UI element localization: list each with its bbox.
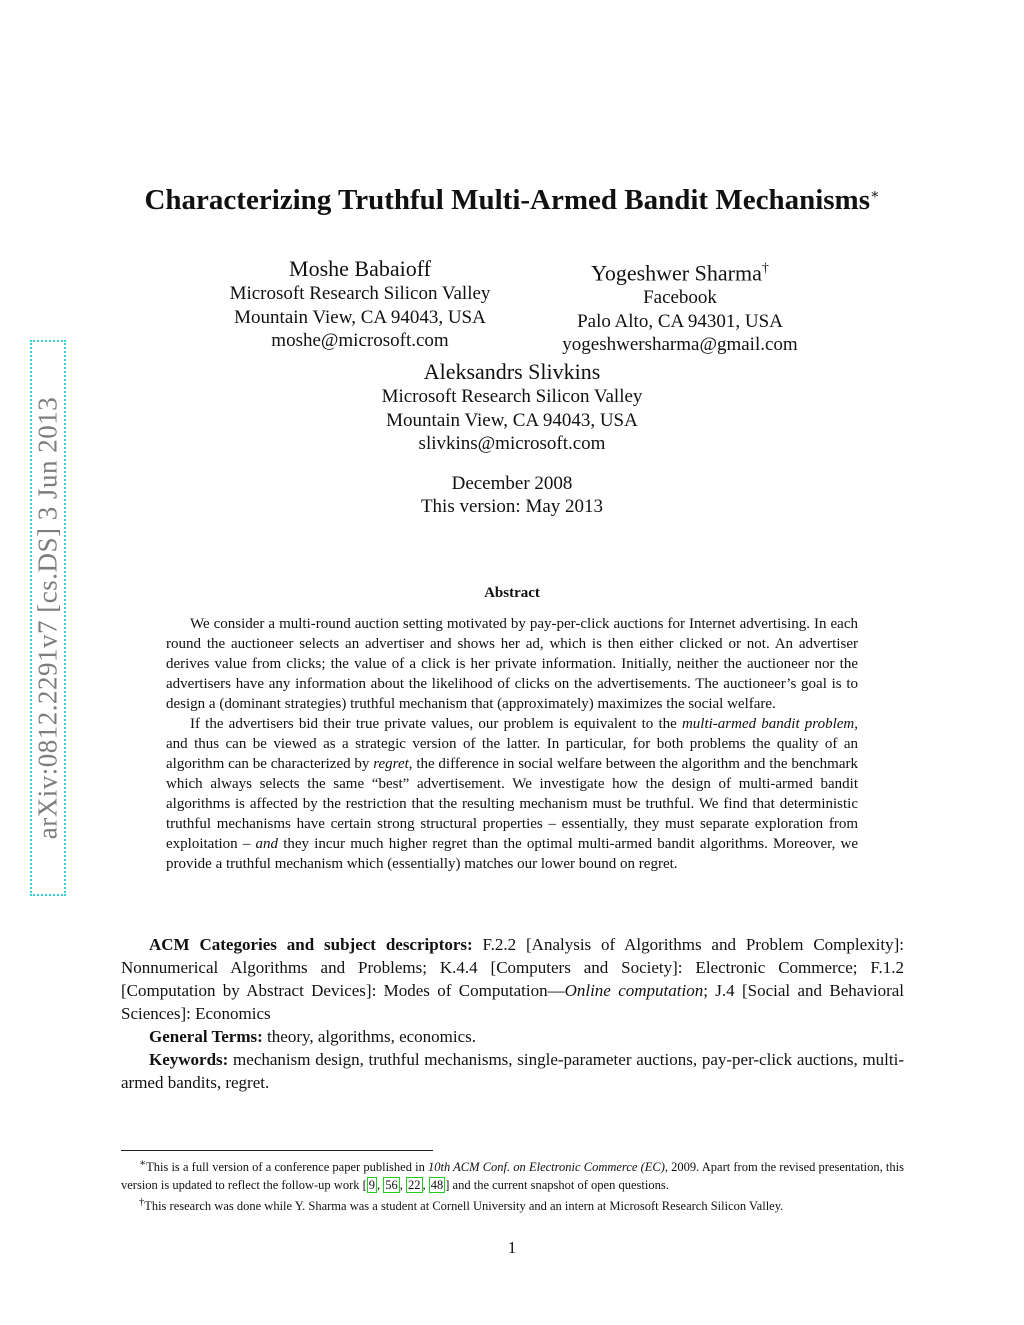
author-address: Mountain View, CA 94043, USA [234,306,486,328]
footnote-emphasis: 10th ACM Conf. on Electronic Commerce (EC) [428,1160,665,1175]
author-affiliation: Facebook [643,287,717,309]
author-address: Mountain View, CA 94043, USA [386,409,638,431]
footnote-text: , 2009. Apart from the revised presentation, this version is updated to reflect the follow-up work [ [121,1160,904,1193]
abstract-text: , and thus can be viewed as a strategic version of the latter. In particular, for both problems the quality of an algorithm can be characterized by [166,716,858,772]
paper-version: This version: May 2013 [420,496,604,517]
footnote-text: ] and the current snapshot of open questions. [445,1178,669,1193]
abstract-text: they incur much higher regret than the optimal multi-armed bandit algorithms. Moreover, we provide a truthful mechanism which (essentially) matches our lower bound on regret. [166,836,858,872]
arxiv-stamp-text: arXiv:0812.2291v7 [cs.DS] 3 Jun 2013 [32,396,63,840]
keywords-label: Keywords: [149,1050,229,1069]
abstract-paragraph: We consider a multi-round auction setting motivated by pay-per-click auctions for Internet advertising. In each round the auctioneer selects an advertiser and shows her ad, which is then either clicked or not. An advertiser derives value from clicks; the value of a click is her private information. Initially, neither the auctioneer nor the advertisers have any information about the likelihood of clicks on the advertisements. The auctioneer’s goal is to design a (dominant strategies) truthful mechanism that (approximately) maximizes the social welfare. [166,616,858,712]
author-email: moshe@microsoft.com [271,330,449,351]
general-terms-text: theory, algorithms, economics. [262,1027,477,1046]
author-slivkins [362,359,662,456]
author-name: Moshe Babaioff [289,256,431,281]
general-terms-label: General Terms: [149,1027,263,1046]
citation-link[interactable]: 48 [430,1178,444,1193]
author-name: Aleksandrs Slivkins [423,359,601,384]
title-footnote-mark: ∗ [869,187,880,203]
paper-title [0,184,1024,217]
author-affiliation: Microsoft Research Silicon Valley [381,386,643,407]
author-email: yogeshwersharma@gmail.com [562,334,798,356]
footnote-mark: ∗ [139,1158,147,1169]
page-number: 1 [507,1238,517,1257]
acm-categories [121,933,904,1025]
footnote-2 [121,1194,904,1215]
footnote-text: This research was done while Y. Sharma was a student at Cornell University and an intern at Microsoft Research Silicon Valley. [144,1199,784,1214]
citation-link[interactable]: 9 [368,1178,376,1193]
abstract-emphasis: and [255,836,279,852]
abstract-emphasis: multi-armed bandit problem [681,716,855,732]
abstract-body [166,614,858,874]
paper-date: December 2008 [451,473,573,494]
keywords [121,1048,904,1094]
footnote-mark: † [139,1197,145,1209]
citation-link[interactable]: 56 [385,1178,398,1193]
footnote-rule [121,1150,433,1151]
abstract-text: , the difference in social welfare between the algorithm and the benchmark which always selects the same “best” advertisement. We investigate how the design of multi-armed bandit algorithms is affected by the restriction that the resulting mechanism must be truthful. We find that deterministic truthful mechanisms have certain strong structural properties – essentially, they must separate exploration from exploitation – [166,756,858,852]
footnotes [121,1155,904,1215]
arxiv-stamp [30,340,66,896]
footnote-text: This is a full version of a conference paper published in [146,1160,428,1175]
author-affiliation: Microsoft Research Silicon Valley [229,283,491,304]
author-address: Palo Alto, CA 94301, USA [577,310,783,332]
author-footnote-mark: † [761,261,769,276]
author-babaioff [210,256,510,353]
keywords-text: mechanism design, truthful mechanisms, single-parameter auctions, pay-per-click auctions, multi-armed bandits, regret. [121,1050,904,1092]
acm-text: F.2.2 [Analysis of Algorithms and Problem Complexity]: Nonnumerical Algorithms and Problems; K.4.4 [Computers and Society]: Electronic Commerce; F.1.2 [Computation by Abstract Devices]: Modes of Computation— [121,935,904,1000]
author-email: slivkins@microsoft.com [418,433,606,454]
author-name-text: Yogeshwer Sharma [591,260,762,286]
paper-metadata [121,933,904,1094]
acm-label: ACM Categories and subject descriptors: [149,935,473,954]
abstract-emphasis: regret [373,756,409,772]
general-terms [121,1025,904,1048]
acm-emphasis: Online computation [564,981,704,1000]
acm-text: ; J.4 [Social and Behavioral Sciences]: Economics [121,981,904,1023]
author-sharma [530,256,830,357]
author-name [530,256,830,286]
abstract-text: If the advertisers bid their true private values, our problem is equivalent to the [190,716,682,732]
paper-title-text: Characterizing Truthful Multi-Armed Bandit Mechanisms [144,184,870,216]
citation-link[interactable]: 22 [408,1178,421,1193]
footnote-1: ∗This is a full version of a conference paper published in 10th ACM Conf. on Electronic Commerce (EC), 2009. Apart from the revised presentation, this version is updated to reflect the follow-up work [ 9 , 56 , 22 , 48 ] and the current snapshot of open questions. [121,1158,904,1193]
abstract-heading: Abstract [484,585,540,601]
abstract-paragraph [166,714,858,874]
